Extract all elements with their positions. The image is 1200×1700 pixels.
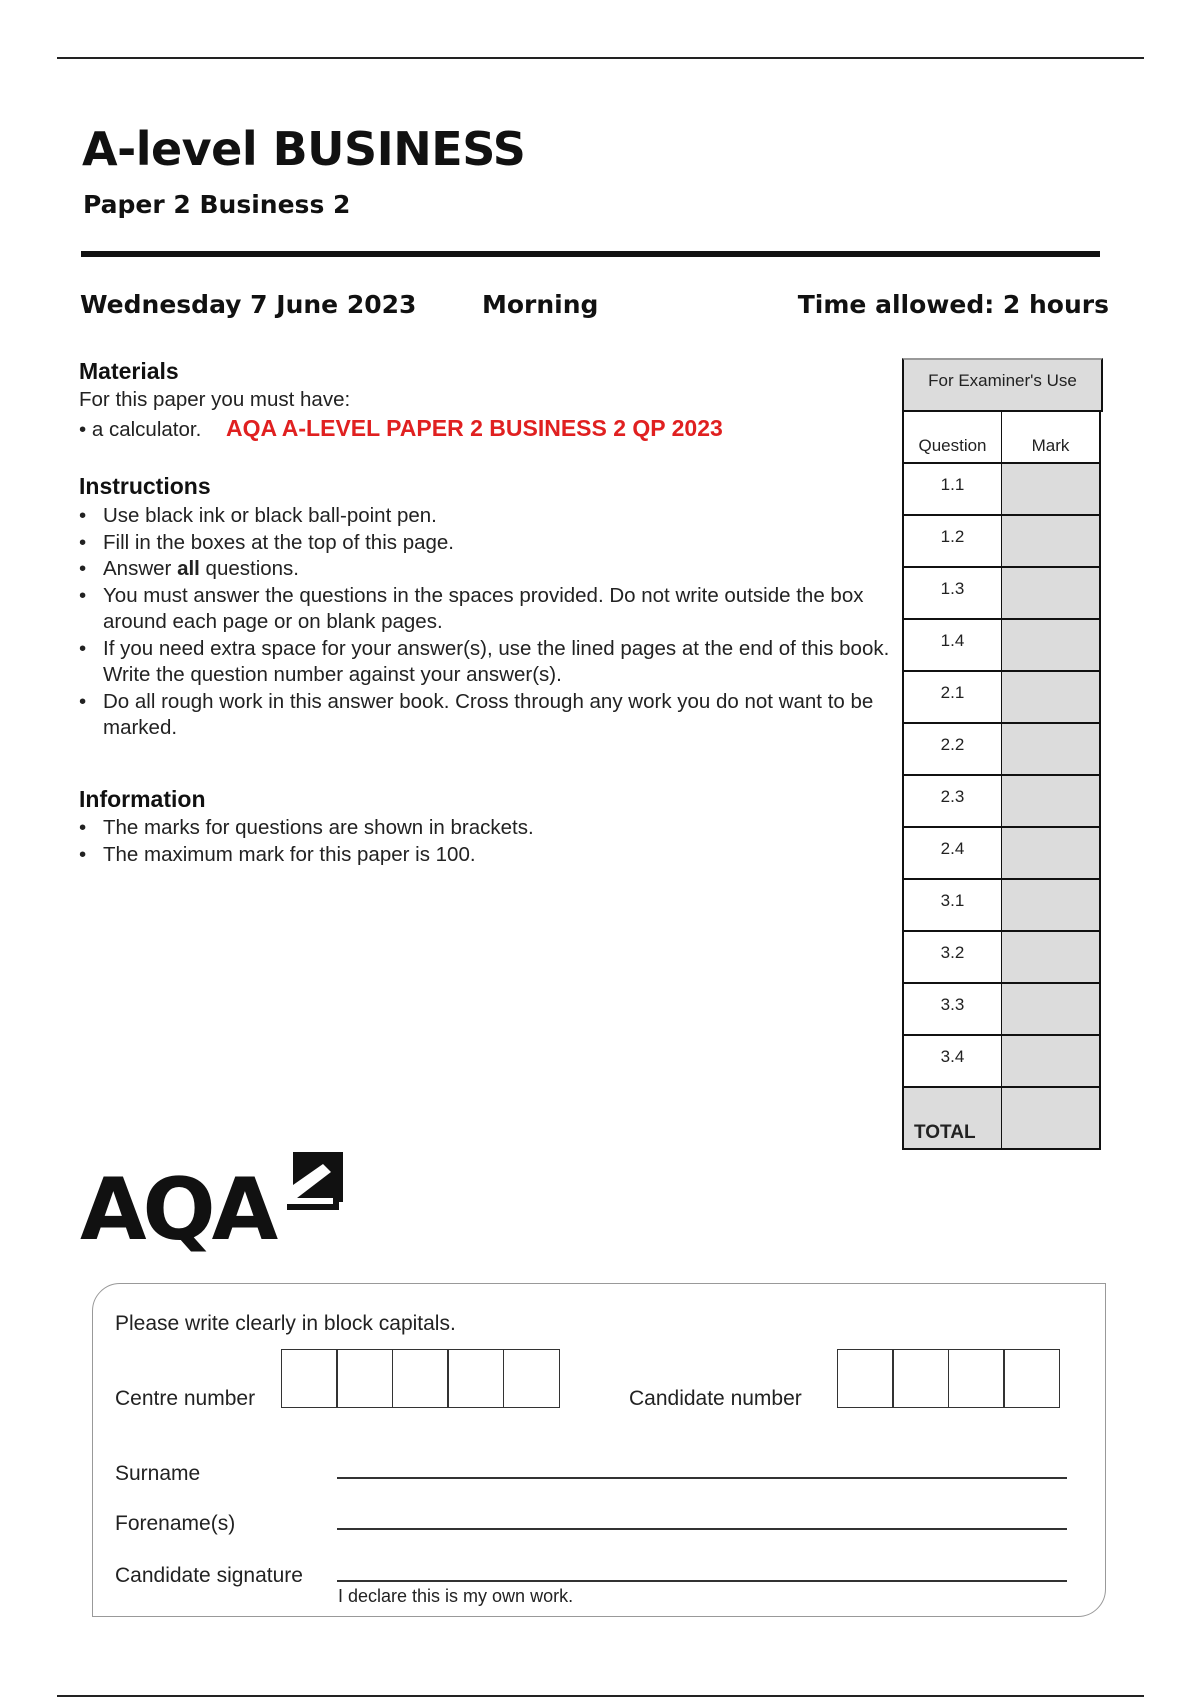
candidate-number-box[interactable]	[837, 1349, 894, 1408]
surname-field[interactable]	[337, 1477, 1067, 1479]
mark-cell	[1002, 880, 1101, 932]
mark-cell	[1002, 568, 1101, 620]
question-number-cell: 2.2	[902, 724, 1002, 776]
question-number-cell: 1.2	[902, 516, 1002, 568]
information-list	[79, 815, 879, 868]
centre-number-label: Centre number	[115, 1387, 256, 1410]
question-number-cell: 3.1	[902, 880, 1002, 932]
aqa-logo-text: AQA	[80, 1160, 275, 1260]
examiner-table	[902, 358, 1101, 1150]
table-row	[902, 828, 1101, 880]
list-item: • Fill in the boxes at the top of this page.	[79, 530, 902, 557]
list-item: • The maximum mark for this paper is 100.	[79, 842, 879, 869]
candidate-details-form	[92, 1283, 1106, 1617]
table-row	[902, 672, 1101, 724]
question-number-cell: 2.1	[902, 672, 1002, 724]
signature-field[interactable]	[337, 1580, 1067, 1582]
overlay-label: AQA A-LEVEL PAPER 2 BUSINESS 2 QP 2023	[226, 415, 723, 441]
candidate-number-label: Candidate number	[629, 1387, 802, 1410]
time-allowed: Time allowed: 2 hours	[797, 290, 1109, 319]
table-row	[902, 620, 1101, 672]
list-item: • Use black ink or black ball-point pen.	[79, 503, 902, 530]
table-row	[902, 776, 1101, 828]
paper-subtitle: Paper 2 Business 2	[83, 190, 351, 219]
paper-title: A-level BUSINESS	[82, 122, 526, 176]
question-number-cell: 1.4	[902, 620, 1002, 672]
signature-label: Candidate signature	[115, 1564, 303, 1587]
candidate-number-box[interactable]	[948, 1349, 1005, 1408]
centre-number-box[interactable]	[503, 1349, 560, 1408]
table-row	[902, 984, 1101, 1036]
mark-cell	[1002, 776, 1101, 828]
table-row	[902, 724, 1101, 776]
instructions-heading: Instructions	[79, 473, 211, 499]
list-item: • You must answer the questions in the spaces provided. Do not write outside the box around each page or on blank pages.	[79, 583, 902, 636]
question-column-header: Question	[902, 412, 1002, 464]
declaration-text: I declare this is my own work.	[338, 1586, 574, 1606]
exam-session: Morning	[482, 290, 599, 319]
mark-cell	[1002, 984, 1101, 1036]
materials-heading: Materials	[79, 358, 179, 384]
table-row	[902, 464, 1101, 516]
information-heading: Information	[79, 786, 206, 812]
candidate-number-box[interactable]	[1003, 1349, 1060, 1408]
examiner-table-heading: For Examiner's Use	[902, 358, 1103, 412]
mark-cell	[1002, 1036, 1101, 1088]
aqa-logo	[80, 1148, 350, 1258]
question-number-cell: 3.4	[902, 1036, 1002, 1088]
centre-number-box[interactable]	[447, 1349, 504, 1408]
list-item: • If you need extra space for your answer(s), use the lined pages at the end of this book. Write the question number against your answer(s).	[79, 636, 902, 689]
mark-cell	[1002, 828, 1101, 880]
mark-cell	[1002, 620, 1101, 672]
mark-cell	[1002, 724, 1101, 776]
table-row	[902, 932, 1101, 984]
total-label: TOTAL	[902, 1088, 1002, 1150]
question-number-cell: 3.3	[902, 984, 1002, 1036]
exam-date: Wednesday 7 June 2023	[80, 290, 417, 319]
materials-intro: For this paper you must have:	[79, 388, 351, 411]
list-item: • Do all rough work in this answer book. Cross through any work you do not want to be marked.	[79, 689, 902, 742]
mark-column-header: Mark	[1002, 412, 1101, 464]
table-row	[902, 880, 1101, 932]
surname-label: Surname	[115, 1462, 201, 1485]
forenames-field[interactable]	[337, 1528, 1067, 1530]
table-row	[902, 568, 1101, 620]
centre-number-box[interactable]	[392, 1349, 449, 1408]
question-number-cell: 3.2	[902, 932, 1002, 984]
forenames-label: Forename(s)	[115, 1512, 236, 1535]
question-number-cell: 2.3	[902, 776, 1002, 828]
top-rule	[57, 57, 1144, 59]
candidate-number-boxes[interactable]	[838, 1349, 1060, 1408]
mark-cell	[1002, 516, 1101, 568]
centre-number-boxes[interactable]	[282, 1349, 560, 1408]
question-number-cell: 1.3	[902, 568, 1002, 620]
bottom-rule	[57, 1695, 1144, 1697]
materials-item: • a calculator.	[79, 418, 202, 441]
centre-number-box[interactable]	[281, 1349, 338, 1408]
mark-cell	[1002, 932, 1101, 984]
list-item: • Answer all questions.	[79, 556, 902, 583]
mark-cell	[1002, 672, 1101, 724]
total-mark-cell	[1002, 1088, 1101, 1150]
question-number-cell: 2.4	[902, 828, 1002, 880]
form-instruction: Please write clearly in block capitals.	[115, 1312, 456, 1335]
list-item: • The marks for questions are shown in brackets.	[79, 815, 879, 842]
mark-cell	[1002, 464, 1101, 516]
question-number-cell: 1.1	[902, 464, 1002, 516]
instructions-list	[79, 503, 902, 742]
title-divider	[81, 251, 1100, 257]
candidate-number-box[interactable]	[892, 1349, 949, 1408]
table-row	[902, 516, 1101, 568]
centre-number-box[interactable]	[336, 1349, 393, 1408]
aqa-logo-mark-icon	[283, 1152, 343, 1214]
table-row	[902, 1036, 1101, 1088]
